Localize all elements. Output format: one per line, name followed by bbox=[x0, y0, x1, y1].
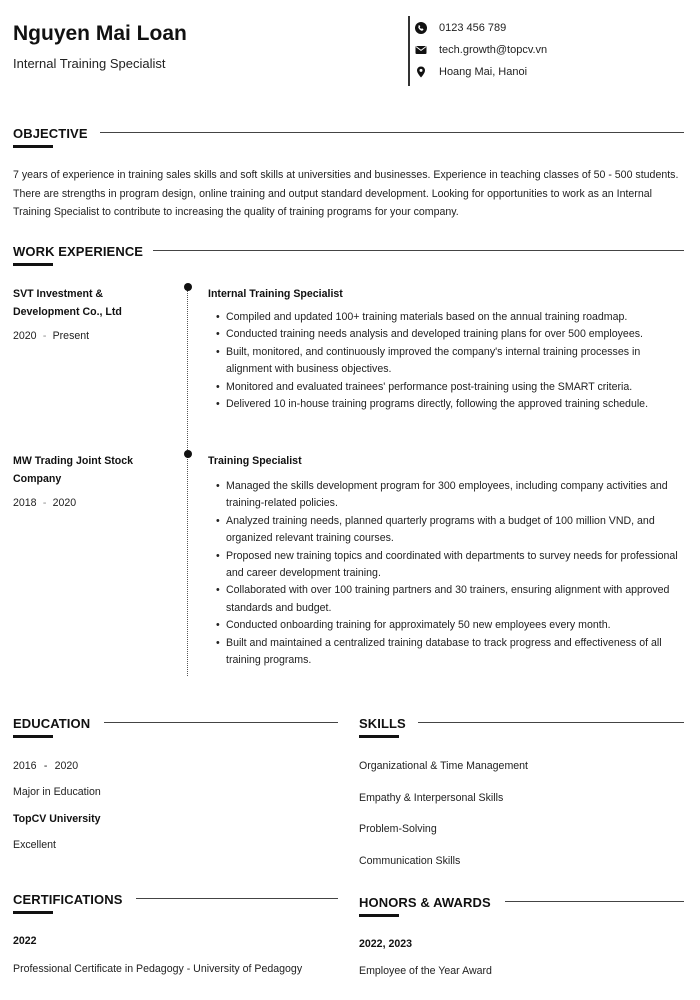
skills-underline bbox=[359, 735, 399, 738]
phone-text: 0123 456 789 bbox=[439, 22, 507, 34]
contact-email bbox=[414, 43, 547, 57]
job-2-company: MW Trading Joint Stock Company bbox=[13, 455, 134, 485]
job-2-period: 2018 - 2020 bbox=[13, 497, 77, 509]
job-1-bullet: • Compiled and updated 100+ training materials based on the annual training roadmap. bbox=[216, 309, 686, 326]
job-1-bullet: • Conducted training needs analysis and developed training plans for over 500 employees. bbox=[216, 326, 686, 343]
job-1-company: SVT Investment & Development Co., Ltd bbox=[13, 288, 122, 318]
education-start: 2016 bbox=[13, 760, 37, 772]
job-1-period: 2020 - Present bbox=[13, 330, 90, 342]
skills-rule bbox=[418, 722, 684, 723]
job-1-end: Present bbox=[52, 330, 90, 342]
award-name: Employee of the Year Award bbox=[359, 965, 492, 977]
skill-item: Problem-Solving bbox=[359, 823, 437, 835]
timeline-dot-job-1 bbox=[184, 283, 192, 291]
contact-phone bbox=[414, 21, 506, 35]
job-2-bullet: • Conducted onboarding training for approximately 50 new employees every month. bbox=[216, 617, 686, 634]
education-grade: Excellent bbox=[13, 839, 56, 851]
job-1-bullet: • Built, monitored, and continuously improved the company's internal training processes in alignment with business objectives. bbox=[216, 344, 686, 379]
job-2-start: 2018 bbox=[13, 497, 37, 509]
experience-rule bbox=[153, 250, 684, 251]
certification-name: Professional Certificate in Pedagogy - University of Pedagogy bbox=[13, 963, 303, 975]
awards-heading: HONORS & AWARDS bbox=[359, 895, 491, 910]
job-1-title: Internal Training Specialist bbox=[208, 288, 343, 300]
location-text: Hoang Mai, Hanoi bbox=[439, 66, 528, 78]
skill-item: Communication Skills bbox=[359, 855, 461, 867]
certification-year: 2022 bbox=[13, 935, 37, 947]
education-period: 2016 - 2020 bbox=[13, 760, 79, 772]
education-underline bbox=[13, 735, 53, 738]
candidate-name: Nguyen Mai Loan bbox=[13, 22, 187, 45]
education-school: TopCV University bbox=[13, 813, 101, 825]
certifications-underline bbox=[13, 911, 53, 914]
job-2-bullet: • Built and maintained a centralized training database to track progress and effectiveness of all training programs. bbox=[216, 635, 686, 670]
job-2-bullet: • Proposed new training topics and coordinated with departments to survey needs for professional and career development training. bbox=[216, 548, 686, 583]
job-2-bullets bbox=[216, 478, 686, 669]
education-rule bbox=[104, 722, 338, 723]
objective-rule bbox=[100, 132, 684, 133]
job-2-bullet: • Managed the skills development program for 300 employees, including company activities and training-related policies. bbox=[216, 478, 686, 513]
certifications-heading: CERTIFICATIONS bbox=[13, 892, 123, 907]
job-2-title: Training Specialist bbox=[208, 455, 302, 467]
job-1-bullet: • Delivered 10 in-house training programs directly, following the approved training schedule. bbox=[216, 396, 686, 413]
certifications-rule bbox=[136, 898, 338, 899]
job-1-start: 2020 bbox=[13, 330, 37, 342]
experience-underline bbox=[13, 263, 53, 266]
phone-icon bbox=[414, 21, 428, 35]
email-icon bbox=[414, 43, 428, 57]
job-2-bullet: • Collaborated with over 100 training partners and 30 trainers, ensuring alignment with approved standards and budget. bbox=[216, 582, 686, 617]
education-major: Major in Education bbox=[13, 786, 101, 798]
education-heading: EDUCATION bbox=[13, 716, 91, 731]
resume-header bbox=[0, 0, 700, 110]
candidate-role: Internal Training Specialist bbox=[13, 56, 166, 71]
awards-underline bbox=[359, 914, 399, 917]
objective-text: 7 years of experience in training sales skills and soft skills at universities and businesses. Experience in teaching classes of 50 - 500 students. There are strengths in program design, online training and output standard development. Looking for opportunities to work as an Internal Training Specialist to contribute to increasing the quality of training programs for your company. bbox=[13, 169, 679, 218]
job-1-bullets bbox=[216, 309, 686, 413]
email-text: tech.growth@topcv.vn bbox=[439, 44, 548, 56]
location-icon bbox=[414, 65, 428, 79]
award-year: 2022, 2023 bbox=[359, 938, 413, 950]
objective-heading: OBJECTIVE bbox=[13, 126, 88, 141]
job-2-end: 2020 bbox=[52, 497, 77, 509]
contact-divider bbox=[408, 16, 410, 86]
experience-heading: WORK EXPERIENCE bbox=[13, 244, 144, 259]
job-1-bullet: • Monitored and evaluated trainees' performance post-training using the SMART criteria. bbox=[216, 379, 686, 396]
skills-heading: SKILLS bbox=[359, 716, 406, 731]
education-end: 2020 bbox=[54, 760, 79, 772]
job-2-bullet: • Analyzed training needs, planned quarterly programs with a budget of 100 million VND, and organized relevant training courses. bbox=[216, 513, 686, 548]
experience-timeline bbox=[187, 290, 188, 676]
skill-item: Organizational & Time Management bbox=[359, 760, 528, 772]
awards-rule bbox=[505, 901, 684, 902]
objective-underline bbox=[13, 145, 53, 148]
skill-item: Empathy & Interpersonal Skills bbox=[359, 792, 504, 804]
contact-location bbox=[414, 65, 527, 79]
timeline-dot-job-2 bbox=[184, 450, 192, 458]
